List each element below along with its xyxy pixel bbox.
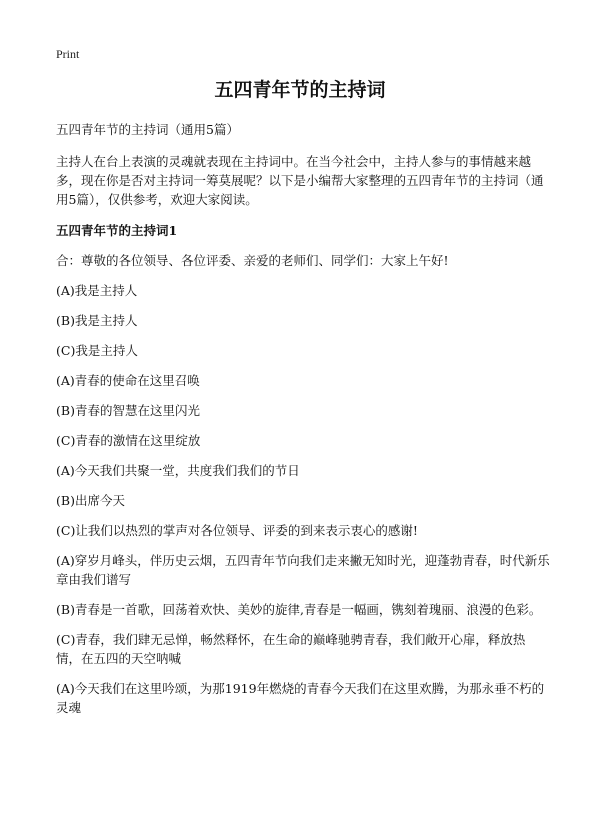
paragraph: (C)青春，我们肆无忌惮，畅然释怀，在生命的巅峰驰骋青春，我们敞开心扉，释放热情，在五四的天空呐喊 xyxy=(56,632,526,666)
section-heading: 五四青年节的主持词1 xyxy=(56,223,178,238)
document-body xyxy=(56,120,550,728)
paragraph: (A)今天我们在这里吟颂，为那1919年燃烧的青春今天我们在这里欢腾，为那永垂不朽的灵魂 xyxy=(56,681,545,715)
paragraph: (C)青春的激情在这里绽放 xyxy=(56,433,201,448)
intro-paragraph: 主持人在台上表演的灵魂就表现在主持词中。在当今社会中，主持人参与的事情越来越多，现在你是否对主持词一筹莫展呢？以下是小编帮大家整理的五四青年节的主持词（通用5篇），仅供参考，欢迎大家阅读。 xyxy=(56,154,544,207)
document-subtitle: 五四青年节的主持词（通用5篇） xyxy=(56,122,239,137)
paragraph: (B)我是主持人 xyxy=(56,313,138,328)
paragraph: (C)让我们以热烈的掌声对各位领导、评委的到来表示衷心的感谢! xyxy=(56,523,418,538)
paragraph: (A)青春的使命在这里召唤 xyxy=(56,373,200,388)
paragraph: (A)我是主持人 xyxy=(56,283,138,298)
paragraph: (B)青春是一首歌，回荡着欢快、美妙的旋律,青春是一幅画，镌刻着瑰丽、浪漫的色彩。 xyxy=(56,602,542,617)
paragraph: (A)穿岁月峰头，伴历史云烟，五四青年节向我们走来撇无知时光，迎蓬勃青春，时代新乐章由我们谱写 xyxy=(56,553,550,587)
print-link[interactable]: Print xyxy=(56,47,80,61)
page-title: 五四青年节的主持词 xyxy=(214,79,386,101)
paragraph: (B)青春的智慧在这里闪光 xyxy=(56,403,200,418)
paragraph: (B)出席今天 xyxy=(56,493,125,508)
paragraph: (C)我是主持人 xyxy=(56,343,138,358)
paragraph: 合：尊敬的各位领导、各位评委、亲爱的老师们、同学们：大家上午好! xyxy=(56,253,449,268)
paragraph: (A)今天我们共聚一堂，共度我们我们的节日 xyxy=(56,463,300,478)
